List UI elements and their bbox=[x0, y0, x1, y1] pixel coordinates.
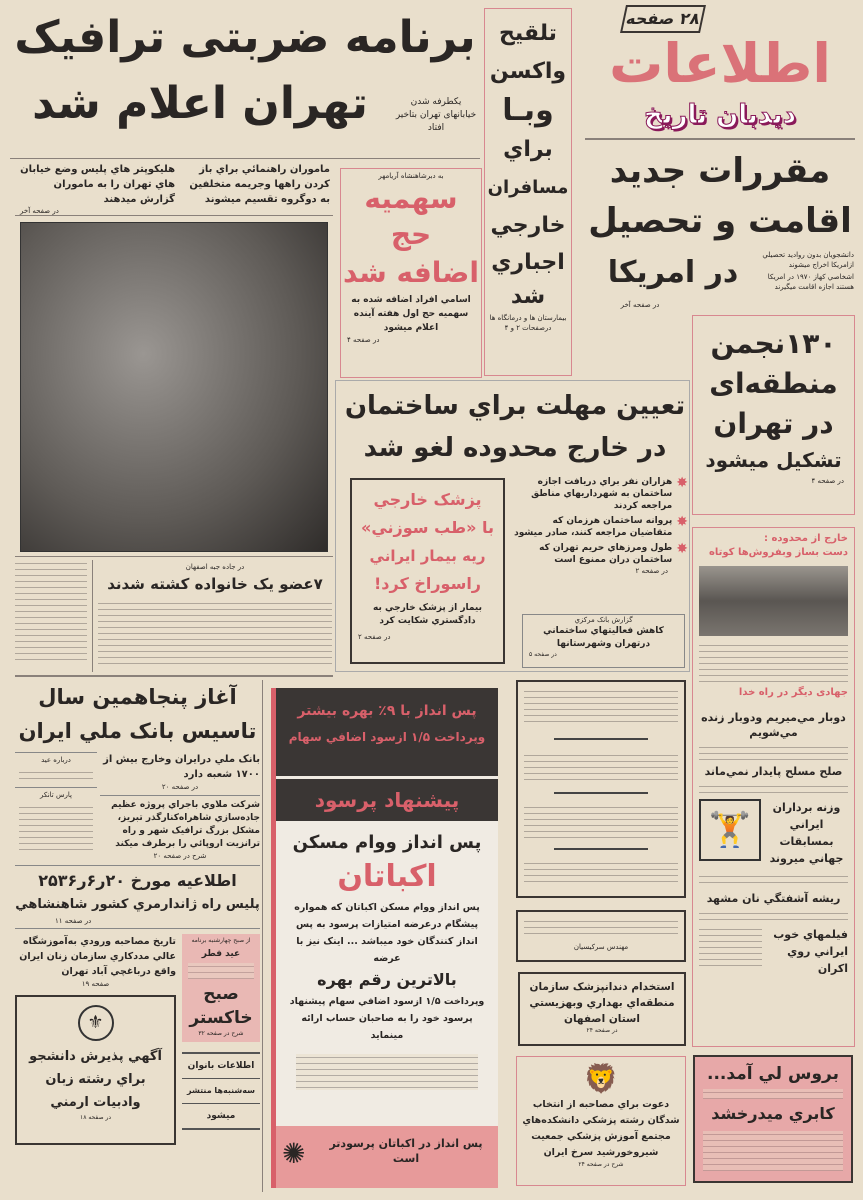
ekbatan-ad bbox=[271, 688, 498, 1188]
ekbatan-body: پس انداز ووام مسکن اکباتان که همواره پيشگام درعرضه امتيازات پرسود به پس انداز کنندگان خود ميباشد ... اينک نيز با عرضه bbox=[294, 902, 480, 964]
construction-headline-1: تعيين مهلت براي ساختمان bbox=[344, 391, 686, 421]
side-title: جهادی دیگر در راه خدا bbox=[738, 687, 848, 698]
obituaries-box bbox=[516, 680, 686, 898]
ekbatan-highlight: بالاترين رقم بهره bbox=[317, 970, 457, 989]
ekbatan-body2: وپرداخت ۱/۵ ازسود اضافي سهام پيشنهاد پرسود خود را به صاحبان حساب ارائه مينمايد bbox=[289, 996, 485, 1041]
women-line: ميشود bbox=[206, 1111, 236, 1121]
hajj-ref: در صفحه ۴ bbox=[347, 336, 380, 344]
police-line-2: پليس راه ژاندارمري کشور شاهنشاهي bbox=[15, 897, 260, 912]
movie-kicker: از صبح چهارشنبه برنامه bbox=[191, 937, 251, 944]
anjoman-box bbox=[692, 315, 855, 515]
usa-bullet: دانشجويان بدون رواديد تحصيلي ازامريکا اخراج ميشوند bbox=[762, 251, 854, 269]
bank-report-title: کاهش فعاليتهاي ساختماني درتهران وشهرستانها bbox=[543, 626, 664, 649]
right-item-title: وزنه برداران ايراني بمسابقات جهاني ميروند bbox=[769, 801, 844, 865]
police-ref: در صفحه ۱۱ bbox=[55, 917, 92, 925]
left-box bbox=[15, 787, 97, 850]
armenian-line: آگهي پذيرش دانشجو bbox=[29, 1049, 162, 1064]
brucelee-title: بروس لي آمد... bbox=[707, 1064, 839, 1084]
construction-headline-2: در خارج محدوده لغو شد bbox=[363, 433, 667, 463]
doctor-sub: بيمار از پزشک خارجي به دادگستري شکايت کرد bbox=[373, 603, 482, 626]
cholera-line: براي bbox=[503, 137, 553, 162]
movie-title: عيد فطر bbox=[201, 949, 241, 959]
usa-headline bbox=[585, 146, 855, 246]
movie-box bbox=[182, 934, 260, 1042]
brucelee-box bbox=[693, 1055, 853, 1183]
usa-bullet: اشخاصي کهاز ۱۹۷۰ در امريکا هستند اجازه اقامت ميگيرند bbox=[767, 273, 854, 291]
outside-title: دست بساز وبفروش‌ها کوتاه bbox=[708, 547, 848, 558]
right-item-title: فيلمهاي خوب ايراني روي اکران bbox=[773, 928, 848, 975]
movie-line: خاکستر bbox=[189, 1008, 253, 1028]
family-block bbox=[95, 562, 335, 664]
movie-line: صبح bbox=[203, 984, 239, 1004]
star-icon: ✸ bbox=[676, 541, 688, 557]
outside-photo bbox=[699, 566, 848, 636]
right-item-title: صلح مسلح پايدار نمي‌ماند bbox=[704, 765, 843, 778]
lead-headline-2: تهران اعلام شد bbox=[32, 78, 368, 129]
outside-zone-box bbox=[692, 527, 855, 1047]
dentist-text: استخدام دندانپزشک سازمان منطقه‌اي بهداري وبهزيستي استان اصفهان bbox=[529, 981, 675, 1025]
anjoman-line: ۱۳۰نجمن bbox=[710, 327, 837, 360]
cholera-line: واکسن bbox=[489, 59, 567, 84]
weightlifter-icon: 🏋 bbox=[699, 799, 761, 861]
interview-text: تاريخ مصاحبه ورودي به‌آموزشگاه عالي مددکاري سازمان زنان ايران واقع درباغچي آباد تهران bbox=[19, 936, 176, 977]
usa-headline-2: اقامت و تحصيل bbox=[588, 201, 852, 241]
usa-headline-3: در امريکا bbox=[607, 255, 739, 290]
usa-headline-1: مقررات جديد bbox=[609, 151, 831, 191]
bankmelli-headline-2: تاسيس بانک ملي ايران bbox=[18, 719, 257, 743]
right-item-title: ريشه آشفتگي نان مشهد bbox=[706, 892, 841, 905]
construction-bullets bbox=[510, 476, 688, 576]
left-box-title: پارس تانکر bbox=[40, 791, 72, 799]
interview-ref: صفحه ۱۹ bbox=[81, 980, 110, 988]
women-line: اطلاعات بانوان bbox=[182, 1054, 260, 1079]
bankmelli-ref: در صفحه ۲۰ bbox=[161, 783, 199, 791]
cholera-box bbox=[484, 8, 572, 376]
anjoman-line: تشکيل ميشود bbox=[705, 448, 842, 472]
bank-report-kicker: گزارش بانک مرکزي bbox=[574, 616, 633, 624]
bankmelli-sub: بانک ملي درايران وخارج بيش از ۱۷۰۰ شعبه دارد bbox=[103, 754, 260, 780]
notice-box bbox=[516, 910, 686, 962]
dentist-ref: در صفحه ۲۴ bbox=[586, 1027, 618, 1034]
usa-bullets bbox=[762, 250, 854, 292]
ekbatan-footer: پس انداز در اکباتان پرسودتر است bbox=[329, 1137, 483, 1165]
armenian-ref: در صفحه ۱۸ bbox=[79, 1114, 112, 1121]
lead-sub-2: هليکوپتر هاي پليس وضع خيابان هاي تهران را به ماموران گزارش ميدهند bbox=[20, 164, 175, 205]
star-icon: ✸ bbox=[676, 475, 688, 491]
left-box bbox=[15, 752, 97, 783]
ekbatan-top: پس انداز با ۹٪ بهره بيشتر bbox=[297, 703, 477, 719]
women-line: سه‌شنبه‌ها منتشر bbox=[182, 1079, 260, 1104]
notice-signature: مهندس سرکيسيان bbox=[573, 943, 629, 951]
cholera-line: مسافران bbox=[487, 177, 569, 198]
redlion-ad bbox=[516, 1056, 686, 1186]
family-kicker: در جاده جبه اصفهان bbox=[185, 563, 245, 571]
newspaper-logo: اطلاعات bbox=[609, 32, 831, 95]
left-box-title: درباره عيد bbox=[41, 756, 71, 764]
bullet: پروانه ساختمان هرزمان که متقاضيان مراجعه کنند، صادر ميشود bbox=[514, 516, 673, 538]
redlion-ref: شرح در صفحه ۲۴ bbox=[578, 1161, 624, 1168]
hajj-kicker: به دبرشاهنشاه آریامهر bbox=[378, 172, 444, 180]
bullet: طول ومرزهاي حريم تهران که ساختمان دران ممنوع است bbox=[539, 543, 673, 565]
lead-photo bbox=[20, 222, 328, 552]
cholera-line: خارجي bbox=[490, 213, 566, 238]
lower-left-column bbox=[15, 680, 260, 1145]
hajj-body: اسامي افراد اضافه شده به سهميه حج اول هفته آينده اعلام ميشود bbox=[351, 295, 471, 333]
hajj-line: حج bbox=[390, 218, 432, 251]
university-emblem-icon: ⚜ bbox=[78, 1005, 114, 1041]
ekbatan-name: اکباتان bbox=[337, 859, 437, 894]
lead-sub-1: ماموران راهنمائي براي باز کردن راهها وجريمه متخلفين به دوگروه تقسيم ميشوند bbox=[189, 164, 330, 205]
brucelee-subtitle: کابري ميدرخشد bbox=[711, 1104, 835, 1123]
hajj-box bbox=[340, 168, 482, 378]
outside-kicker: خارج از محدوده : bbox=[764, 533, 848, 544]
masthead bbox=[585, 5, 855, 140]
lion-and-sun-icon: 🦁 bbox=[583, 1062, 619, 1095]
lead-headline-1: برنامه ضربتی ترافیک bbox=[14, 12, 476, 63]
doctor-ref: در صفحه ۲ bbox=[358, 633, 391, 641]
armenian-line: براي رشته زبان bbox=[45, 1072, 146, 1087]
star-icon: ✸ bbox=[676, 514, 688, 530]
cholera-line: اجباري bbox=[491, 250, 565, 275]
cholera-ref: درصفحات ۲ و ۴ bbox=[504, 324, 552, 332]
hajj-line: سهمیه bbox=[364, 182, 458, 215]
page-count-badge: ۲۸ صفحه bbox=[620, 5, 706, 33]
anjoman-ref: در صفحه ۴ bbox=[811, 477, 844, 485]
doctor-box bbox=[350, 478, 505, 664]
ekbatan-logo-icon: ✺ bbox=[282, 1137, 306, 1170]
cholera-line: وبـا bbox=[502, 93, 554, 128]
hajj-line: اضافه شد bbox=[343, 256, 479, 289]
doctor-line: با «طب سوزني» bbox=[360, 518, 494, 537]
ekbatan-title: پس انداز ووام مسکن bbox=[292, 832, 482, 853]
ekbatan-top: وپرداخت ۱/۵ ازسود اضافي سهام bbox=[288, 730, 486, 744]
lead-sub-2-ref: در صفحه آخر bbox=[20, 207, 59, 215]
lead-sub-2-block bbox=[20, 162, 175, 216]
family-title: ۷عضو يک خانواده کشته شدند bbox=[107, 575, 323, 593]
cholera-line: تلقيح bbox=[499, 21, 557, 46]
movie-ref: شرح در صفحه ۳۲ bbox=[198, 1030, 244, 1037]
bankmelli-headline-1: آغاز پنجاهمين سال bbox=[38, 685, 237, 709]
dentist-ad bbox=[518, 972, 686, 1046]
redlion-text: دعوت براي مصاحبه از انتخاب شدگان رشته پزشکي دانشکده‌هاي مجتمع آموزش پزشکي جمعيت شيروخورشيد سرخ ايران bbox=[522, 1099, 680, 1158]
armenian-line: وادبيات ارمني bbox=[50, 1095, 141, 1110]
watermark-text: دیدبان تاریخ bbox=[644, 100, 796, 130]
ekbatan-band: پيشنهاد پرسود bbox=[276, 779, 498, 821]
construction-ref: در صفحه ۲ bbox=[635, 567, 668, 575]
police-line-1: اطلاعيه مورخ ۲۰ر۶ر۲۵۳۶ bbox=[38, 871, 237, 890]
cholera-line: شد bbox=[510, 284, 546, 309]
usa-ref: در صفحه آخر bbox=[620, 301, 660, 309]
doctor-line: ريه بيمار ايراني bbox=[369, 547, 486, 565]
bank-report-box bbox=[522, 614, 685, 668]
women-box bbox=[182, 1052, 260, 1130]
bank-report-ref: در صفحه ۵ bbox=[529, 651, 557, 658]
lead-side-note: یکطرفه شدن خیابانهای تهران بتاخیر افتاد bbox=[395, 97, 477, 133]
bullet: هزاران نفر براي دريافت اجازه ساختمان به شهرداريهاي مناطق مراجعه کردند bbox=[531, 477, 673, 511]
anjoman-line: منطقه‌ای bbox=[709, 367, 838, 400]
doctor-line: پزشک خارجي bbox=[373, 490, 482, 509]
malavi-text: شرکت ملاوي باجراي پروژه عظيم جاده‌سازي شاهراه‌کنارگذر تبريز، مشکل بزرگ ترافيک شهر و راه ترانزيت اروپائي را برطرف ميکند bbox=[100, 795, 260, 851]
anjoman-line: در تهران bbox=[713, 407, 834, 440]
right-item-title: دوبار مي‌ميريم ودوبار زنده مي‌شويم bbox=[701, 711, 846, 739]
cholera-note: بيمارستان ها و درمانگاه ها bbox=[489, 314, 567, 322]
armenian-ad bbox=[15, 995, 176, 1145]
malavi-ref: شرح در صفحه ۲۰ bbox=[153, 852, 207, 860]
doctor-line: راسوراخ کرد! bbox=[373, 574, 482, 593]
